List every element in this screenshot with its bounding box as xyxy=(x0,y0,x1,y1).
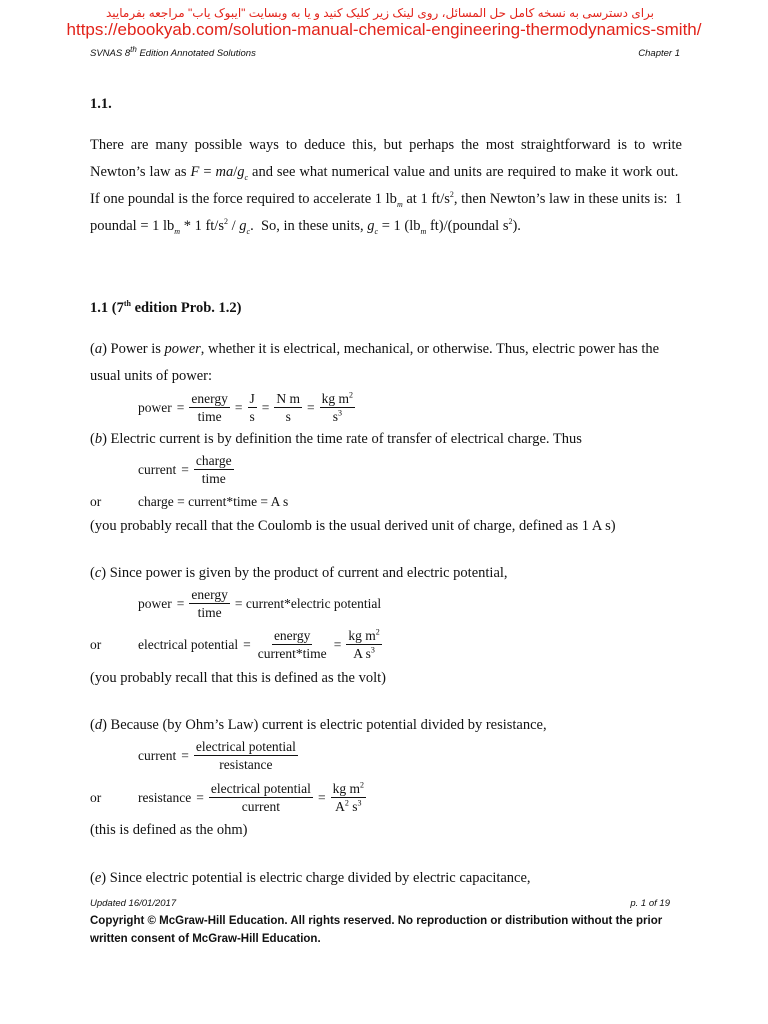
section-2-title: 1.1 (7th edition Prob. 1.2) xyxy=(90,299,242,316)
header-left: SVNAS 8th Edition Annotated Solutions xyxy=(90,44,256,59)
equation-power-units: power = $\frac{\text{energy}}{\text{time}}$ = $\frac{J}{s}$ = $\frac{\text{N m}}{s}$ = $\frac{kg m^2}{s^3}$ xyxy=(138,390,354,424)
equation-power-current: power = $\frac{\text{energy}}{\text{time}}$ = current*electric potential xyxy=(138,587,382,620)
equation-electrical-potential: or electrical potential = $\frac{\text{energy}}{\text{current*time}}$ = $\frac{kg m^2}{A s^3}$ xyxy=(90,627,380,661)
footer-updated: Updated 16/01/2017 xyxy=(90,898,177,909)
section-1-title: 1.1. xyxy=(90,96,112,112)
part-b-text: (b) Electric current is by definition the time rate of transfer of electrical charge. Thus xyxy=(90,431,582,447)
watermark-rtl-text: برای دسترسی به نسخه کامل حل المسائل، روی لینک زیر کلیک کنید و یا به وبسایت "ایبوک یاب" مراجعه بفرمایید xyxy=(105,6,654,20)
footer-copyright: Copyright © McGraw-Hill Education. All rights reserved. No reproduction or distribution without the prior written consent of McGraw-Hill Education. xyxy=(90,915,663,945)
equation-current: current = $\frac{\text{charge}}{\text{time}}$ xyxy=(138,453,232,486)
part-c-text: (c) Since power is given by the product of current and electric potential, xyxy=(90,565,508,581)
equation-resistance: or resistance = $\frac{\text{electrical potential}}{\text{current}}$ = $\frac{kg m^2}{A^2 s^3}$ xyxy=(90,780,364,814)
part-a-text: (a) Power is power, whether it is electrical, mechanical, or otherwise. Thus, electric power has the usual units of power: xyxy=(90,341,660,384)
equation-charge: or charge = current*time = A s xyxy=(90,494,289,509)
header-right: Chapter 1 xyxy=(638,48,680,59)
part-e-text: (e) Since electric potential is electric charge divided by electric capacitance, xyxy=(90,870,531,886)
page-footer xyxy=(90,898,670,909)
part-c-note: (you probably recall that this is defined as the volt) xyxy=(90,670,386,686)
or-label: or xyxy=(90,636,102,652)
part-d-text: (d) Because (by Ohm’s Law) current is electric potential divided by resistance, xyxy=(90,717,547,733)
or-label: or xyxy=(90,494,102,509)
section-1-paragraph: There are many possible ways to deduce this, but perhaps the most straightforward is to write Newton’s law as $F = ma/g_c$ and see what numerical value and units are required to make it work out. If one poundal is the force required to accelerate 1 $lb_m$ at 1 $ft/s^2$, then Newton’s law in these units is: 1 poundal = 1 $lb_m * 1$ $ft/s^2 / g_c$. So, in these units, $g_c = 1$ ($lb_m$ ft)/(poundal $s^2$). xyxy=(90,137,683,236)
footer-page-number: p. 1 of 19 xyxy=(630,898,670,909)
page-header xyxy=(90,44,680,59)
part-d-note: (this is defined as the ohm) xyxy=(90,822,248,838)
or-label: or xyxy=(90,789,102,805)
equation-current-ohm: current = $\frac{\text{electrical potential}}{\text{resistance}}$ xyxy=(138,739,296,772)
part-b-note: (you probably recall that the Coulomb is the usual derived unit of charge, defined as 1 A s) xyxy=(90,518,616,534)
watermark-link[interactable]: https://ebookyab.com/solution-manual-chemical-engineering-thermodynamics-smith/ xyxy=(66,20,702,39)
